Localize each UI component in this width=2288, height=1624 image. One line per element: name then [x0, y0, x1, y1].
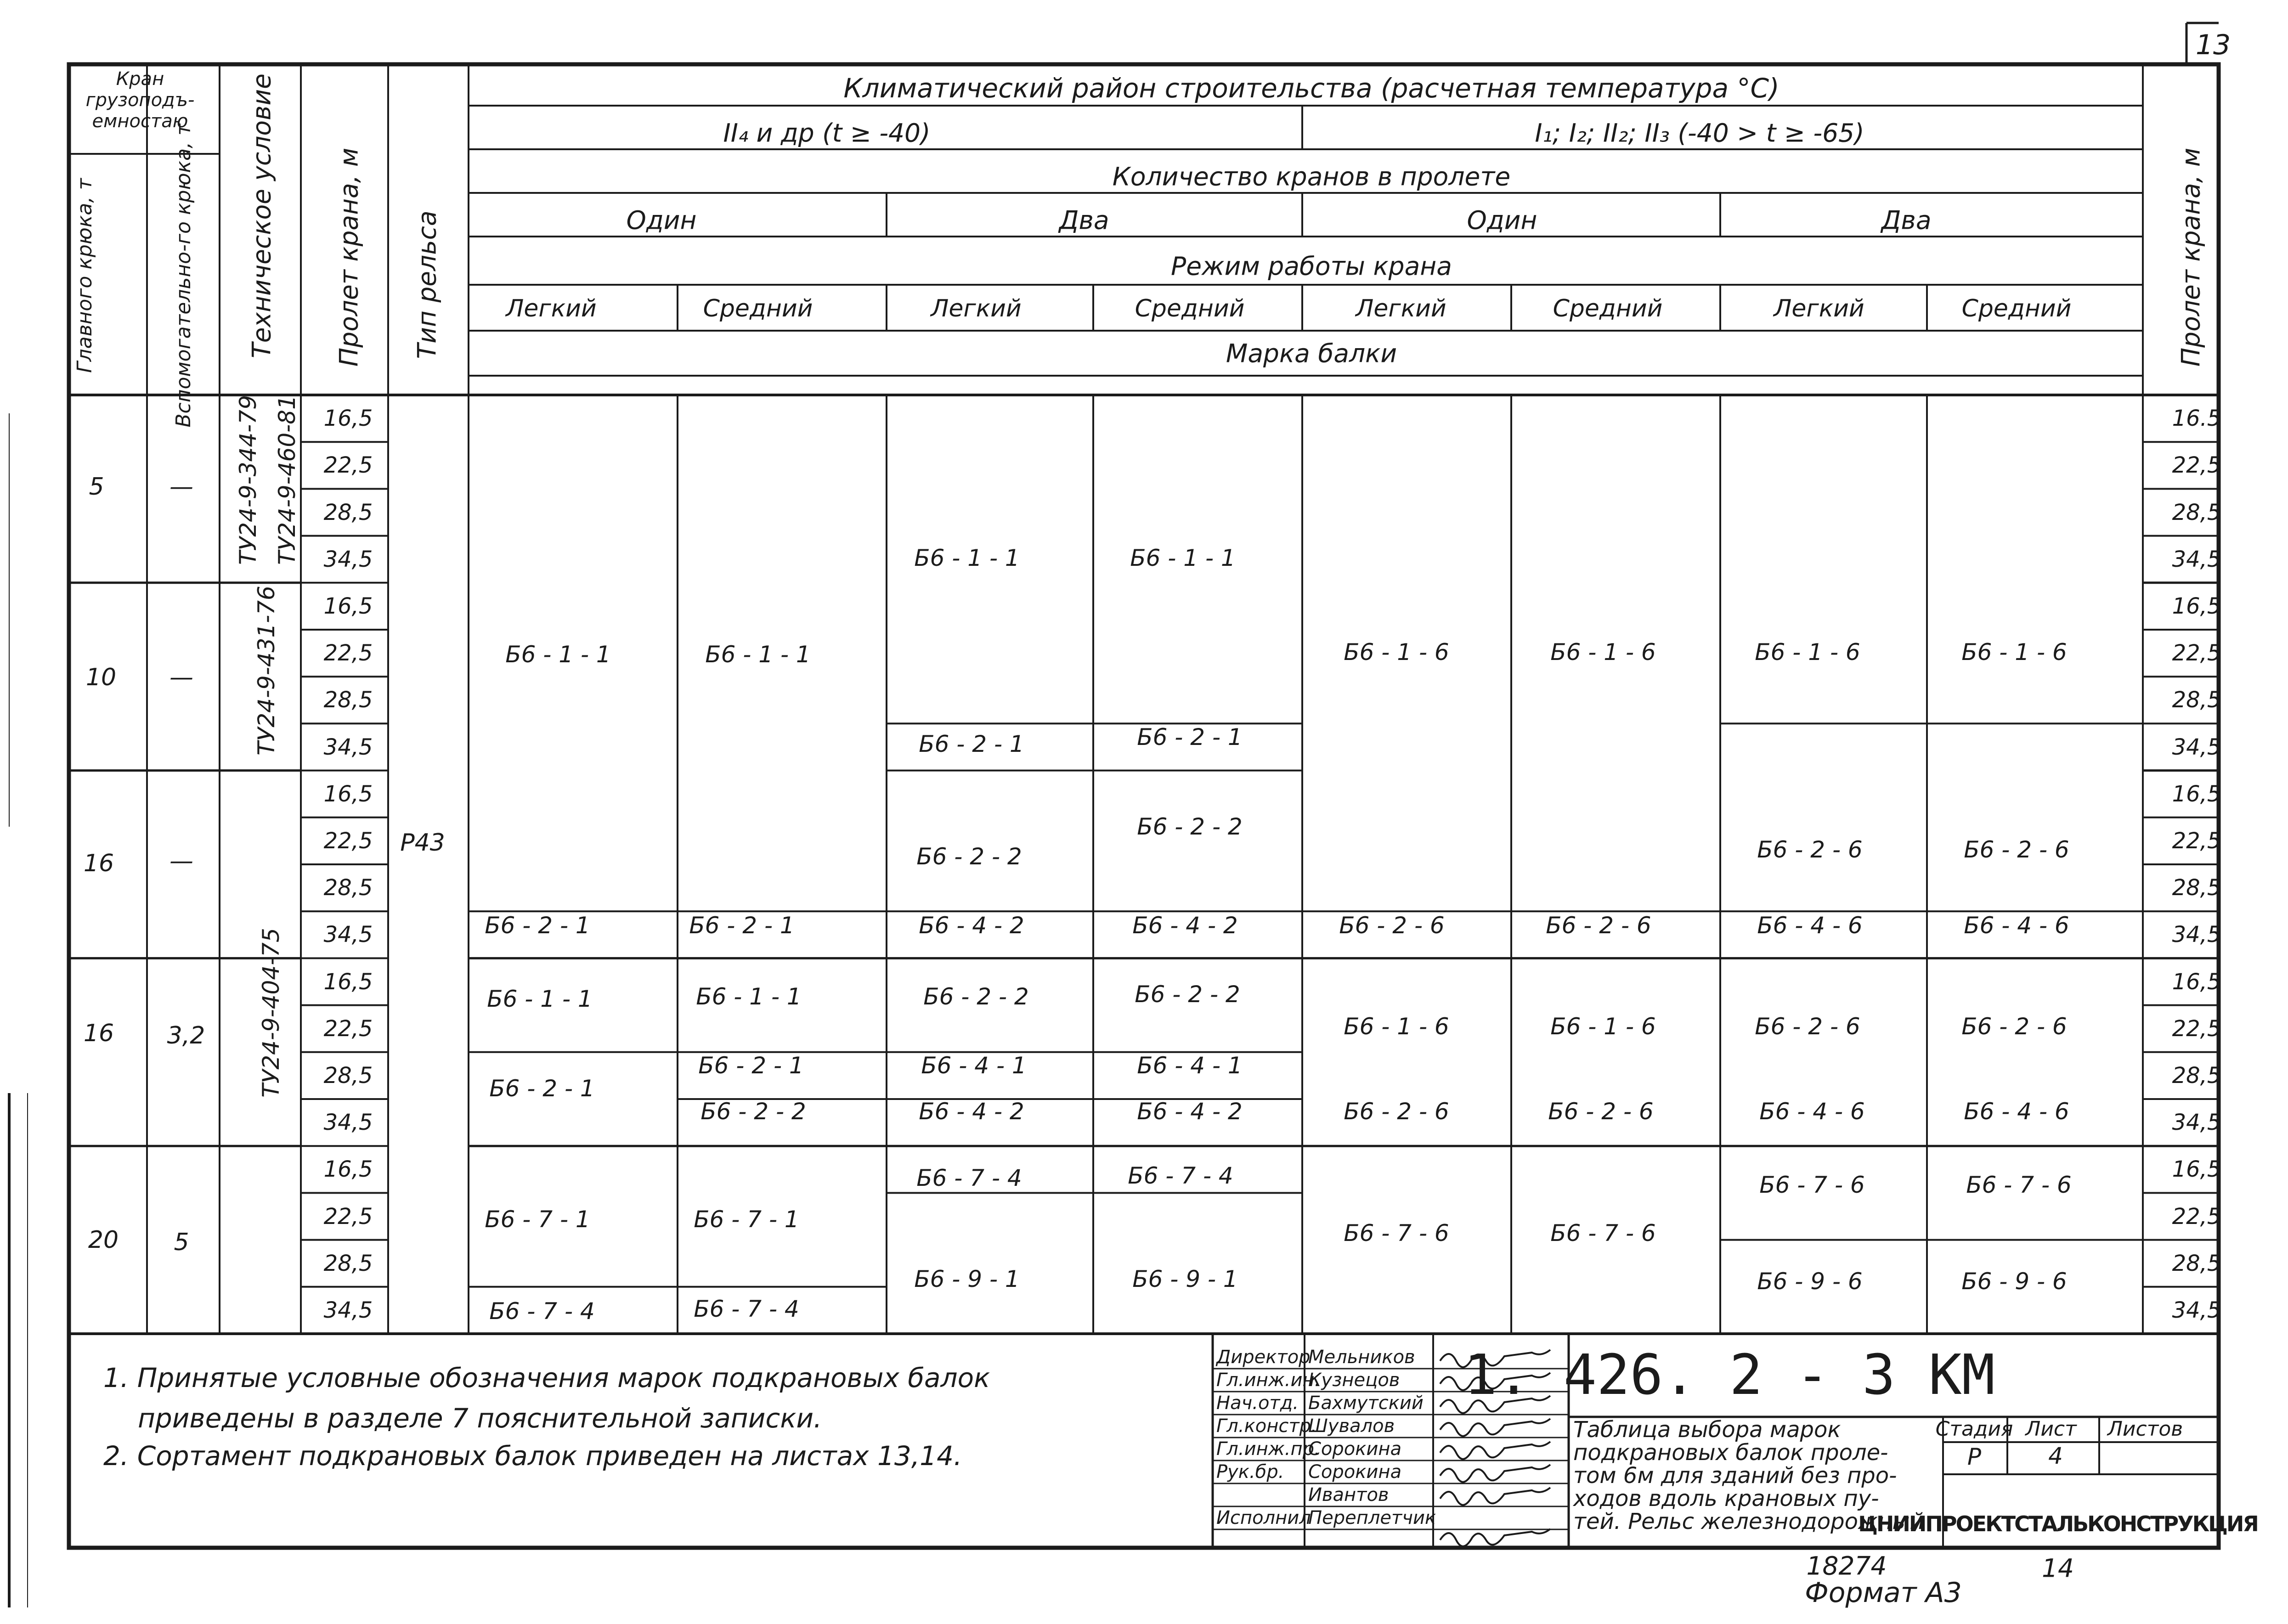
span-value-right: 34,5: [2172, 1110, 2221, 1136]
beam-cell: Б6 - 2 - 2: [1135, 981, 1240, 1008]
rail-type: Р43: [400, 829, 445, 857]
beam-cell: Б6 - 2 - 1: [689, 912, 795, 939]
crane-count-header: Количество кранов в пролете: [1112, 162, 1511, 192]
beam-cell: Б6 - 2 - 6: [1548, 1098, 1654, 1125]
beam-cell: Б6 - 4 - 6: [1757, 912, 1863, 939]
beam-cell: Б6 - 4 - 2: [1137, 1098, 1243, 1125]
stamp-role: Директор: [1216, 1347, 1311, 1368]
stage-label: Стадия: [1935, 1417, 2013, 1441]
sheet-label: Лист: [2025, 1417, 2077, 1441]
group-aux: —: [169, 664, 193, 691]
stamp-name: Сорокина: [1308, 1461, 1402, 1483]
span-value-right: 16,5: [2172, 969, 2221, 995]
span-value: 22,5: [323, 640, 373, 666]
note-line: 1. Принятые условные обозначения марок подкрановых балок: [103, 1362, 990, 1393]
beam-cell: Б6 - 9 - 6: [1757, 1268, 1863, 1295]
beam-cell: Б6 - 1 - 6: [1961, 639, 2067, 665]
stamp-title-line: ходов вдоль крановых пу-: [1573, 1486, 1879, 1511]
signature: [1440, 1488, 1550, 1505]
stamp-name: Бахмутский: [1308, 1393, 1424, 1414]
mode-medium-2: Средний: [1135, 295, 1245, 322]
span-value: 34,5: [323, 1297, 373, 1323]
span-value-right: 28,5: [2172, 1062, 2221, 1088]
group-aux: 3,2: [167, 1022, 205, 1049]
aux-hook-header: Вспомогательно-го крюка, т: [172, 124, 195, 428]
span-value-right: 28,5: [2172, 1250, 2221, 1276]
span-value-right: 34,5: [2172, 922, 2221, 948]
tech-condition-header: Техническое условие: [247, 73, 277, 359]
beam-cell: Б6 - 2 - 1: [1137, 724, 1243, 750]
tech-condition: ТУ24-9-431-76: [253, 586, 280, 756]
stamp-role: Нач.отд.: [1216, 1393, 1299, 1414]
mode-light-3: Легкий: [1356, 295, 1446, 322]
beam-cell: Б6 - 9 - 6: [1961, 1268, 2067, 1295]
signature: [1440, 1442, 1550, 1459]
beam-cell: Б6 - 7 - 1: [694, 1206, 799, 1233]
document-code: 1. 426. 2 - 3 КМ: [1464, 1343, 1995, 1407]
stamp-name: Мельников: [1308, 1347, 1415, 1368]
span-value: 28,5: [323, 875, 373, 901]
beam-cell: Б6 - 7 - 6: [1966, 1172, 2072, 1198]
signature: [1440, 1529, 1550, 1546]
note-line: 2. Сортамент подкрановых балок приведен на листах 13,14.: [103, 1440, 962, 1472]
beam-cell: Б6 - 1 - 1: [696, 983, 802, 1010]
stage-value: Р: [1967, 1444, 1982, 1470]
span-value-right: 34,5: [2172, 546, 2221, 572]
stamp-role: Гл.констр.: [1216, 1415, 1317, 1437]
span-value: 16,5: [323, 781, 373, 807]
span-value: 22,5: [323, 1015, 373, 1042]
beam-cell: Б6 - 1 - 1: [487, 986, 593, 1012]
span-header: Пролет крана, м: [334, 147, 364, 367]
beam-cell: Б6 - 2 - 6: [1755, 1013, 1860, 1040]
mode-header: Режим работы крана: [1171, 251, 1452, 281]
tech-condition: ТУ24-9-460-81: [274, 395, 300, 565]
beam-cell: Б6 - 7 - 4: [489, 1298, 595, 1325]
beam-cell: Б6 - 2 - 6: [1961, 1013, 2067, 1040]
span-value-right: 16,5: [2172, 1156, 2221, 1183]
beam-cell: Б6 - 4 - 1: [921, 1052, 1027, 1079]
group-main: 16: [83, 1020, 114, 1047]
beam-cell: Б6 - 7 - 6: [1759, 1172, 1865, 1198]
group-main: 20: [88, 1226, 119, 1254]
beam-cell: Б6 - 4 - 2: [1132, 912, 1238, 939]
beam-cell: Б6 - 7 - 1: [485, 1206, 590, 1233]
span-value: 28,5: [323, 687, 373, 713]
climate-region-header: Климатический район строительства (расчетная температура °С): [843, 73, 1780, 104]
beam-cell: Б6 - 4 - 6: [1964, 1098, 2069, 1125]
beam-mark-header: Марка балки: [1226, 338, 1397, 368]
span-value: 28,5: [323, 1250, 373, 1276]
stamp-title-line: Таблица выбора марок: [1573, 1417, 1841, 1443]
stamp-title-line: том 6м для зданий без про-: [1573, 1463, 1897, 1489]
tech-condition: ТУ24-9-404-75: [258, 928, 284, 1098]
beam-cell: Б6 - 2 - 6: [1757, 836, 1863, 863]
span-value-right: 28,5: [2172, 499, 2221, 525]
span-value-right: 16.5: [2172, 406, 2221, 432]
span-value: 28,5: [323, 499, 373, 525]
stamp-role: Рук.бр.: [1216, 1461, 1284, 1483]
two-a: Два: [1059, 205, 1109, 235]
stamp-role: Гл.инж.ин.: [1216, 1370, 1321, 1391]
span-value: 34,5: [323, 546, 373, 572]
beam-cell: Б6 - 1 - 1: [1130, 545, 1236, 571]
beam-cell: Б6 - 1 - 6: [1344, 639, 1449, 665]
one-a: Один: [626, 205, 697, 235]
beam-cell: Б6 - 1 - 6: [1344, 1013, 1449, 1040]
span-value: 22,5: [323, 828, 373, 854]
group-aux: —: [169, 473, 193, 501]
signature: [1440, 1465, 1550, 1482]
span-value: 16,5: [323, 406, 373, 432]
mode-medium-3: Средний: [1553, 295, 1663, 322]
two-b: Два: [1881, 205, 1932, 235]
span-value-right: 22,5: [2172, 1203, 2221, 1229]
crane-capacity-header: Кран грузоподъ-емностаю: [85, 68, 195, 132]
group-aux: 5: [174, 1229, 189, 1256]
stamp-title-line: тей. Рельс железнодорожный: [1573, 1509, 1924, 1534]
one-b: Один: [1467, 205, 1537, 235]
group-main: 10: [85, 664, 117, 691]
span-value-right: 28,5: [2172, 687, 2221, 713]
beam-cell: Б6 - 2 - 6: [1339, 912, 1445, 939]
beam-cell: Б6 - 2 - 1: [489, 1075, 595, 1102]
beam-cell: Б6 - 1 - 6: [1755, 639, 1860, 665]
beam-cell: Б6 - 2 - 6: [1344, 1098, 1449, 1125]
stamp-name: Переплетчик: [1308, 1507, 1436, 1528]
span-value-right: 22,5: [2172, 640, 2221, 666]
note-line: приведены в разделе 7 пояснительной записки.: [138, 1403, 822, 1434]
mode-light-2: Легкий: [931, 295, 1022, 322]
beam-cell: Б6 - 1 - 1: [914, 545, 1020, 571]
tech-condition: ТУ24-9-344-79: [235, 395, 261, 565]
span-value-right: 16,5: [2172, 593, 2221, 619]
climate-b: I₁; I₂; II₂; II₃ (-40 > t ≥ -65): [1535, 118, 1864, 148]
beam-cell: Б6 - 1 - 1: [505, 641, 611, 668]
rail-type-header: Тип рельса: [412, 210, 442, 359]
organization-name: ЦНИИПРОЕКТСТАЛЬКОНСТРУКЦИЯ: [1858, 1511, 2258, 1536]
span-value-right: 16,5: [2172, 781, 2221, 807]
group-main: 5: [89, 473, 104, 501]
beam-cell: Б6 - 4 - 2: [919, 1098, 1024, 1125]
span-value-right: 34,5: [2172, 734, 2221, 760]
beam-cell: Б6 - 2 - 2: [1137, 813, 1243, 840]
span-value-right: 28,5: [2172, 875, 2221, 901]
beam-cell: Б6 - 1 - 6: [1550, 1013, 1656, 1040]
beam-cell: Б6 - 9 - 1: [1132, 1266, 1238, 1292]
mode-light-1: Легкий: [506, 295, 597, 322]
sheets-label: Листов: [2107, 1417, 2183, 1441]
beam-cell: Б6 - 7 - 4: [694, 1296, 799, 1322]
span-value: 34,5: [323, 1110, 373, 1136]
span-right-header: Пролет крана, м: [2176, 147, 2206, 367]
beam-cell: Б6 - 2 - 2: [701, 1098, 806, 1125]
main-hook-header: Главного крюка, т: [73, 178, 96, 373]
beam-cell: Б6 - 1 - 6: [1550, 639, 1656, 665]
stamp-name: Кузнецов: [1308, 1370, 1400, 1391]
footer-page: 14: [2042, 1553, 2074, 1583]
beam-cell: Б6 - 2 - 1: [698, 1052, 804, 1079]
beam-cell: Б6 - 4 - 6: [1964, 912, 2069, 939]
beam-cell: Б6 - 4 - 1: [1137, 1052, 1243, 1079]
beam-cell: Б6 - 2 - 1: [919, 731, 1024, 757]
beam-cell: Б6 - 2 - 6: [1546, 912, 1651, 939]
span-value: 34,5: [323, 734, 373, 760]
beam-cell: Б6 - 2 - 2: [916, 843, 1022, 870]
stamp-role: Гл.инж.пр.: [1216, 1438, 1320, 1460]
beam-cell: Б6 - 2 - 1: [485, 912, 590, 939]
stamp-name: Шувалов: [1308, 1415, 1395, 1437]
beam-cell: Б6 - 7 - 4: [916, 1165, 1022, 1191]
span-value: 16,5: [323, 969, 373, 995]
beam-cell: Б6 - 4 - 2: [919, 912, 1024, 939]
sheet-value: 4: [2048, 1443, 2063, 1469]
span-value-right: 34,5: [2172, 1297, 2221, 1323]
span-value: 22,5: [323, 1203, 373, 1229]
beam-cell: Б6 - 2 - 6: [1964, 836, 2069, 863]
stamp-role: Исполнил: [1216, 1507, 1311, 1528]
span-value: 16,5: [323, 1156, 373, 1183]
mode-light-4: Легкий: [1774, 295, 1864, 322]
stamp-name: Ивантов: [1308, 1484, 1389, 1506]
span-value: 28,5: [323, 1062, 373, 1088]
beam-cell: Б6 - 2 - 2: [923, 983, 1029, 1010]
stamp-name: Сорокина: [1308, 1438, 1402, 1460]
group-main: 16: [83, 850, 114, 877]
frame-rect: [69, 64, 2219, 1548]
inventory-number: 18274: [1806, 1551, 1887, 1581]
beam-cell: Б6 - 1 - 1: [705, 641, 811, 668]
beam-cell: Б6 - 9 - 1: [914, 1266, 1020, 1292]
format-label: Формат А3: [1805, 1577, 1962, 1609]
stamp-title-line: подкрановых балок проле-: [1573, 1440, 1888, 1466]
climate-a: II₄ и др (t ≥ -40): [723, 118, 931, 148]
beam-cell: Б6 - 4 - 6: [1759, 1098, 1865, 1125]
span-value-right: 22,5: [2172, 828, 2221, 854]
beam-cell: Б6 - 7 - 6: [1344, 1220, 1449, 1246]
beam-cell: Б6 - 7 - 6: [1550, 1220, 1656, 1246]
span-value-right: 22,5: [2172, 1015, 2221, 1042]
mode-medium-4: Средний: [1961, 295, 2072, 322]
signature: [1440, 1419, 1550, 1436]
group-aux: —: [169, 847, 193, 875]
sheet-number: 13: [2195, 29, 2231, 61]
span-value-right: 22,5: [2172, 452, 2221, 479]
span-value: 16,5: [323, 593, 373, 619]
mode-medium-1: Средний: [703, 295, 813, 322]
span-value: 34,5: [323, 922, 373, 948]
span-value: 22,5: [323, 452, 373, 479]
beam-cell: Б6 - 7 - 4: [1128, 1162, 1233, 1189]
